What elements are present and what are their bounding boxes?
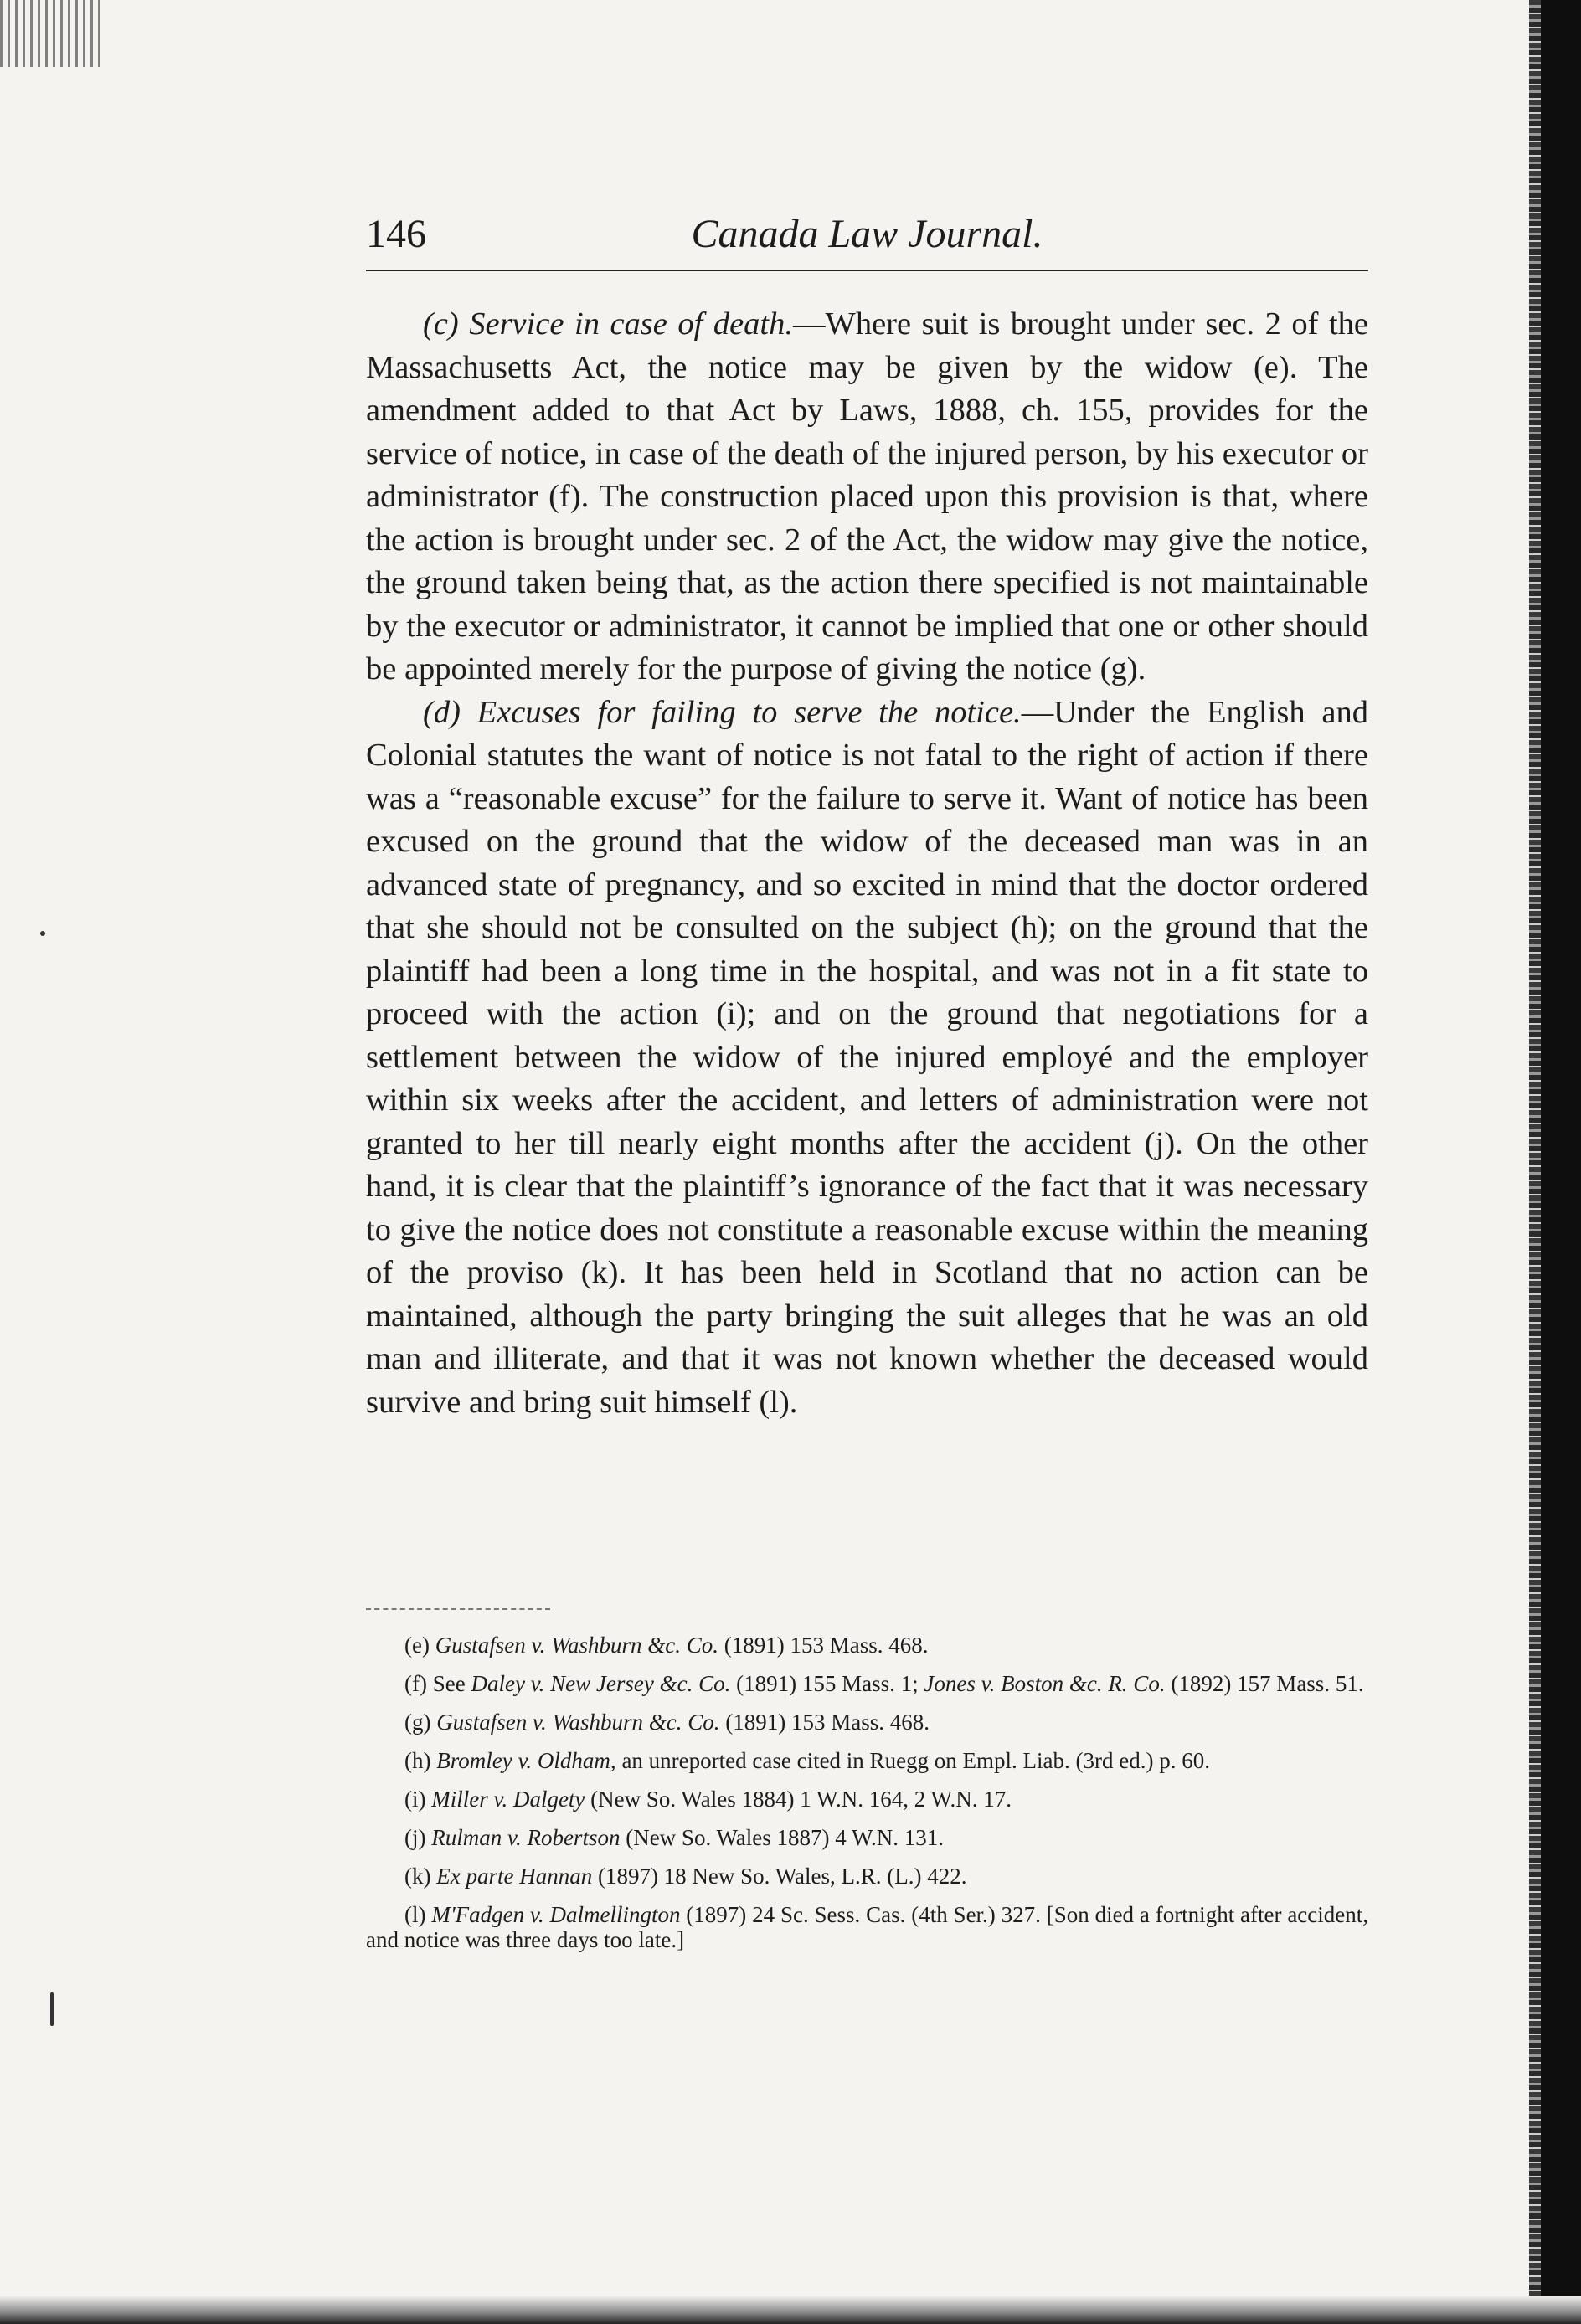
margin-mark [50,1992,54,2026]
margin-dot [40,931,45,936]
footnote-mark: (k) [404,1864,431,1889]
citation: (1891) 153 Mass. 468. [719,1710,930,1735]
case-name: Ex parte Hannan [436,1864,593,1889]
citation: (1897) 18 New So. Wales, L.R. (L.) 422. [592,1864,967,1889]
footnote-mark: (e) [404,1632,430,1658]
paragraph-excuses-for-failing [366,692,1368,1425]
paragraph-service-in-case-of-death [366,303,1368,692]
footnote-mark: (l) [404,1902,426,1927]
case-name: Bromley v. Oldham, [436,1748,616,1773]
footnote-mark: (h) [404,1748,431,1773]
footnote-mark: (f) [404,1671,427,1696]
citation: an unreported case cited in Ruegg on Empl. Liab. (3rd ed.) p. 60. [615,1748,1210,1773]
case-name-2: Jones v. Boston &c. R. Co. [924,1671,1166,1696]
case-name: Gustafsen v. Washburn &c. Co. [435,1632,718,1658]
scan-binding-edge [1541,0,1581,2324]
citation: (New So. Wales 1884) 1 W.N. 164, 2 W.N. 17. [585,1787,1012,1812]
citation: (New So. Wales 1887) 4 W.N. 131. [620,1825,945,1850]
scan-artifact-top-left [0,0,100,67]
running-title: Canada Law Journal. [691,212,1043,256]
case-name: M'Fadgen v. Dalmellington [431,1902,681,1927]
footnote-e [366,1632,1368,1658]
citation-2: (1892) 157 Mass. 51. [1165,1671,1364,1696]
page-number: 146 [366,212,426,256]
footnotes [366,1632,1368,1966]
case-name: Daley v. New Jersey &c. Co. [471,1671,731,1696]
paragraph-text: —Where suit is brought under sec. 2 of the Massachusetts Act, the notice may be given by the widow (e). The amendment added to that Act by Laws, 1888, ch. 155, provides for the service of notice, in case of the death of the injured person, by his executor or administrator (f). The construction placed upon this provision is that, where the action is brought under sec. 2 of the Act, the widow may give the notice, the ground taken being that, as the action there specified is not maintainable by the executor or administrator, it cannot be implied that one or other should be appointed merely for the purpose of giving the notice (g). [366,306,1368,686]
footnote-rule [366,1608,550,1610]
footnote-j [366,1825,1368,1850]
footnote-k [366,1864,1368,1889]
footnote-mark: (j) [404,1825,426,1850]
paragraph-heading: (d) Excuses for failing to serve the notice. [423,694,1022,730]
footnote-l [366,1902,1368,1952]
footnote-mark: (i) [404,1787,426,1812]
footnote-f [366,1671,1368,1696]
citation: (1897) 24 Sc. Sess. Cas. (4th Ser.) 327. [Son died a fortnight after accident, and notice was three days too late.] [366,1902,1369,1952]
footnote-prefix: See [432,1671,471,1696]
body-text [366,303,1368,1424]
page-header [366,211,1368,261]
footnote-i [366,1787,1368,1812]
footnote-g [366,1710,1368,1735]
citation: (1891) 153 Mass. 468. [718,1632,929,1658]
paragraph-text: —Under the English and Colonial statutes the want of notice is not fatal to the right of action if there was a “reasonable excuse” for the failure to serve it. Want of notice has been excused on the ground that the widow of the deceased man was in an advanced state of pregnancy, and so excited in mind that the doctor ordered that she should not be consulted on the subject (h); on the ground that the plaintiff had been a long time in the hospital, and was not in a fit state to proceed with the action (i); and on the ground that negotiations for a settlement between the widow of the injured employé and the employer within six weeks after the accident, and letters of administration were not granted to her till nearly eight months after the accident (j). On the other hand, it is clear that the plaintiff’s ignorance of the fact that it was necessary to give the notice does not constitute a reasonable excuse within the meaning of the proviso (k). It has been held in Scotland that no action can be maintained, although the party bringing the suit alleges that he was an old man and illiterate, and that it was not known whether the deceased would survive and bring suit himself (l). [366,694,1368,1420]
case-name: Miller v. Dalgety [431,1787,585,1812]
case-name: Rulman v. Robertson [431,1825,621,1850]
footnote-h [366,1748,1368,1773]
citation: (1891) 155 Mass. 1; [730,1671,924,1696]
case-name: Gustafsen v. Washburn &c. Co. [436,1710,720,1735]
footnote-mark: (g) [404,1710,431,1735]
scan-bottom-edge [0,2296,1581,2324]
header-rule [366,270,1368,271]
paragraph-heading: (c) Service in case of death. [423,306,793,342]
